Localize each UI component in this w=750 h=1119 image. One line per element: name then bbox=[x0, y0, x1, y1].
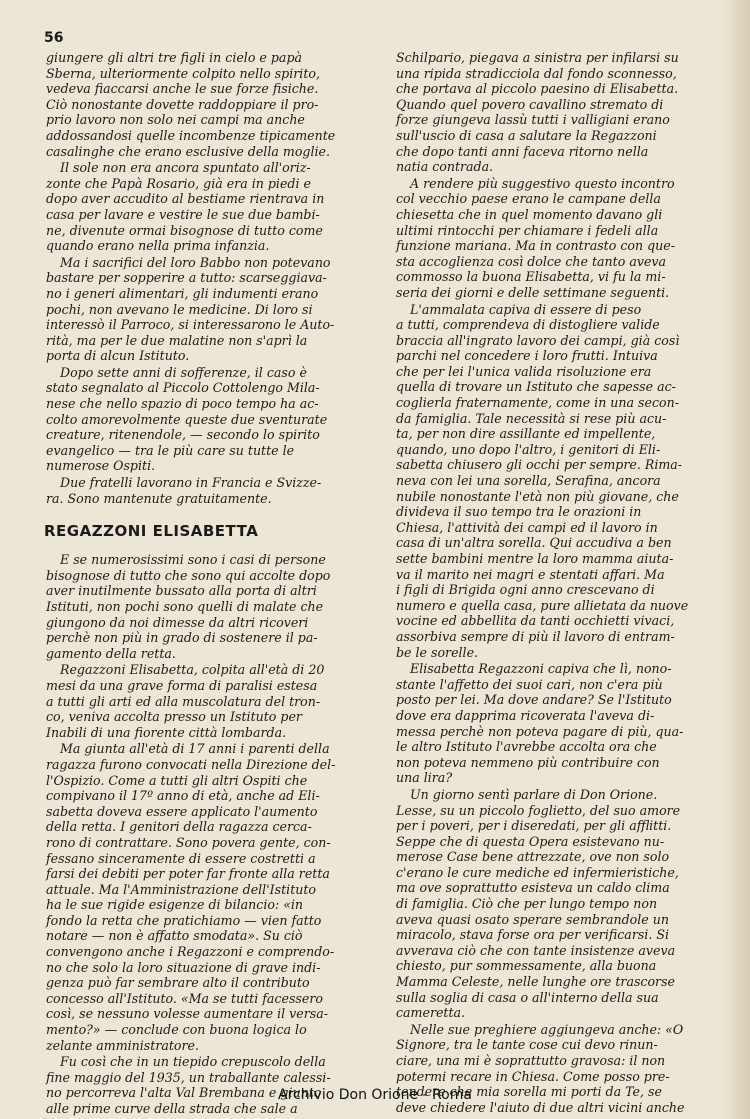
paragraph: E se numerosissimi sono i casi di persone bisognose di tutto che sono qui accolte dopo aver inutilmente bussato alla porta di altri Istituti, non pochi sono quelli di malate che giungono da noi dimesse da altri ricoveri perchè non più in grado di sostenere il pa- gamento della retta. bbox=[46, 552, 331, 661]
paragraph: Fu così che in un tiepido crepuscolo della fine maggio del 1935, un traballante calessi- no percorreva l'alta Val Brembana e giunto alle prime curve della strada che sale a bbox=[46, 1054, 331, 1116]
paragraph: Regazzoni Elisabetta, colpita all'età di 20 mesi da una grave forma di paralisi estesa a tutti gli arti ed alla muscolatura del tron- co, veniva accolta presso un Istituto per Inabili di una fiorente città lombarda. bbox=[46, 662, 325, 740]
paragraph: Elisabetta Regazzoni capiva che lì, nono- stante l'affetto dei suoi cari, non c'era più posto per lei. Ma dove andare? Se l'Istituto dove era dapprima ricoverata l'aveva di- messa perchè non poteva pagare di più, qua- le altro Istituto l'avrebbe accolta ora che non poteva nemmeno più contribuire con una lira? bbox=[396, 661, 684, 786]
right-column bbox=[396, 50, 716, 1116]
paragraph: L'ammalata capiva di essere di peso a tutti, comprendeva di distogliere valide braccia all'ingrato lavoro dei campi, già così parchi nel concedere i loro frutti. Intuiva che per lei l'unica valida risoluzione era quella di trovare un Istituto che sapesse ac- coglierla fraternamente, come in una secon- da famiglia. Tale necessità si rese più acu- ta, per non dire assillante ed impellente, quando, uno dopo l'altro, i genitori di Eli- sabetta chiusero gli occhi per sempre. Rima- neva con lei una sorella, Serafina, ancora nubile nonostante l'età non più giovane, che divideva il suo tempo tra le orazioni in Chiesa, l'attività dei campi ed il lavoro in casa di un'altra sorella. Qui accudiva a ben sette bambini mentre la loro mamma aiuta- va il marito nei magri e stentati affari. Ma i figli di Brigida ogni anno crescevano di numero e quella casa, pure allietata da nuove vocine ed abbellita da tanti occhietti vivaci, assorbiva sempre di più il lavoro di entram- be le sorelle. bbox=[396, 301, 689, 660]
archive-footer: Archivio Don Orione - Roma bbox=[278, 1087, 472, 1103]
paragraph: Ma giunta all'età di 17 anni i parenti della ragazza furono convocati nella Direzione del- l'Ospizio. Come a tutti gli altri Ospiti che compivano il 17º anno di età, anche ad Eli- sabetta doveva essere applicato l'aumento della retta. I genitori della ragazza cerca- rono di contrattare. Sono povera gente, con- fessano sinceramente di essere costretti a farsi dei debiti per poter far fronte alla retta attuale. Ma l'Amministrazione dell'Istituto ha le sue rigide esigenze di bilancio: «in fondo la retta che pratichiamo — vien fatto notare — non è affatto smodata». Su ciò convengono anche i Regazzoni e comprendo- no che solo la loro situazione di grave indi- genza può far sembrare alto il contributo concesso all'Istituto. «Ma se tutti facessero così, se nessuno volesse aumentare il versa- mento?» — conclude con buona logica lo zelante amministratore. bbox=[46, 741, 336, 1053]
page-edge-shadow bbox=[722, 0, 750, 1119]
section-heading: REGAZZONI ELISABETTA bbox=[44, 522, 259, 541]
paragraph: A rendere più suggestivo questo incontro col vecchio paese erano le campane della chiesetta che in quel momento davano gli ultimi rintocchi per chiamare i fedeli alla funzione mariana. Ma in contrasto con que- sta accoglienza così dolce che tanto aveva commosso la buona Elisabetta, vi fu la mi- seria dei giorni e delle settimane seguenti. bbox=[396, 175, 675, 300]
paragraph: Dopo sette anni di sofferenze, il caso è stato segnalato al Piccolo Cottolengo Mila- nese che nello spazio di poco tempo ha ac- colto amorevolmente queste due sventurate creature, ritenendole, — secondo lo spirito evangelico — tra le più care su tutte le numerose Ospiti. bbox=[46, 364, 328, 474]
paragraph: Nelle sue preghiere aggiungeva anche: «O Signore, tra le tante cose cui devo rinun- ciare, una mi è soprattutto gravosa: il non potermi recare in Chiesa. Come posso pre- tendere che mia sorella mi porti da Te, se deve chiedere l'aiuto di due altri vicini anche bbox=[396, 1021, 685, 1115]
paragraph: Due fratelli lavorano in Francia e Svizze- ra. Sono mantenute gratuitamente. bbox=[46, 475, 322, 506]
paragraph: Ma i sacrifici del loro Babbo non potevano bastare per sopperire a tutto: scarseggiava- no i generi alimentari, gli indumenti erano pochi, non avevano le medicine. Di loro si interessò il Parroco, si interessarono le Auto- rità, ma per le due malatine non s'aprì la porta di alcun Istituto. bbox=[46, 254, 335, 364]
left-column bbox=[46, 50, 371, 1118]
paragraph: giungere gli altri tre figli in cielo e papà Sberna, ulteriormente colpito nello spirito, vedeva fiaccarsi anche le sue forze fisiche. Ciò nonostante dovette raddoppiare il pro- prio lavoro non solo nei campi ma anche addossandosi quelle incombenze tipicamente casalinghe che erano esclusive della moglie. bbox=[46, 50, 336, 159]
paragraph: Il sole non era ancora spuntato all'oriz- zonte che Papà Rosario, già era in piedi e dopo aver accudito al bestiame rientrava in casa per lavare e vestire le sue due bambi- ne, divenute ormai bisognose di tutto come quando erano nella prima infanzia. bbox=[46, 160, 325, 254]
paragraph: Un giorno sentì parlare di Don Orione. Lesse, su un piccolo foglietto, del suo amore per i poveri, per i diseredati, per gli afflitti. Seppe che di questa Opera esistevano nu- merose Case bene attrezzate, ove non solo c'erano le cure mediche ed infermieristiche, ma ove soprattutto esisteva un caldo clima di famiglia. Ciò che per lungo tempo non aveva quasi osato sperare sembrandole un miracolo, stava forse ora per verificarsi. Si avverava ciò che con tante insistenze aveva chiesto, pur sommessamente, alla buona Mamma Celeste, nelle lunghe ore trascorse sulla soglia di casa o all'interno della sua cameretta. bbox=[396, 786, 681, 1021]
page-number: 56 bbox=[44, 30, 64, 46]
paragraph: Schilpario, piegava a sinistra per infilarsi su una ripida stradicciola dal fondo sconnesso, che portava al piccolo paesino di Elisabetta. Quando quel povero cavallino stremato di forze giungeva lassù tutti i valligiani erano sull'uscio di casa a salutare la Regazzoni che dopo tanti anni faceva ritorno nella natia contrada. bbox=[396, 50, 679, 175]
